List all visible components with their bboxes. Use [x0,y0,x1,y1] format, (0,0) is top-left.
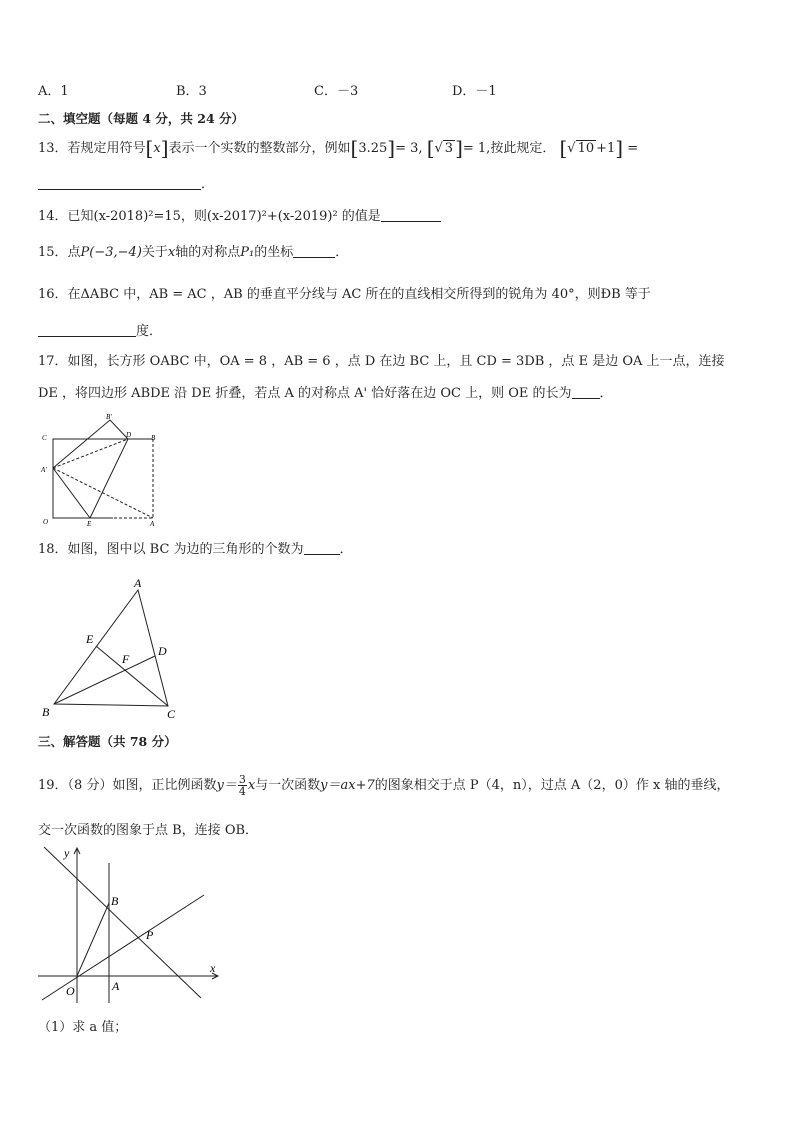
q15-answer-blank[interactable] [293,244,335,258]
choice-b: B．3 [176,84,207,99]
q19-subquestion-1: （1）求 a 值； [38,1020,128,1035]
q13-end: ． [201,177,215,192]
question-16: 16．在ΔABC 中，AB = AC ，AB 的垂直平分线与 AC 所在的直线相交所得到的锐角为 40°，则ÐB 等于 [38,287,651,302]
choice-c: C．－3 [314,84,359,99]
q17-end: ． [599,386,613,401]
label-p: P [146,928,154,942]
label-b: B [42,705,50,719]
q17-line2-text: DE ，将四边形 ABDE 沿 DE 折叠，若点 A 的对称点 A' 恰好落在边 OC 上，则 OE 的长为 [38,386,572,401]
question-17: 17．如图，长方形 OABC 中，OA = 8 ，AB = 6 ，点 D 在边 BC 上，且 CD = 3DB ，点 E 是边 OA 上一点，连接 [38,354,725,369]
q16-answer-line [38,323,162,341]
section-fill-in-heading: 二、填空题（每题 4 分，共 24 分） [38,111,245,126]
label-e: E [86,632,94,646]
bracket-left: [ [426,136,435,160]
label-x-axis: x [210,961,216,975]
label-b-prime: B' [106,413,112,421]
q18-text: 18．如图，图中以 BC 为边的三角形的个数为 [38,542,304,557]
choice-d: D．－1 [452,84,497,99]
choice-a: A．1 [38,84,69,99]
question-19-line-2: 交一次函数的图象于点 B，连接 OB． [38,823,259,838]
label-o: O [66,984,75,998]
q19-prefix: 19．（8 分）如图，正比例函数 [38,778,217,793]
q16-answer-blank[interactable] [38,323,136,337]
q19-post: 的图象相交于点 P（4，n），过点 A（2，0）作 x 轴的垂线， [374,778,730,793]
q13-equals-1: = 3, [395,141,423,156]
q15-post: 的坐标 [254,245,294,260]
section-answer-heading: 三、解答题（共 78 分） [38,734,177,749]
label-c: C [167,707,176,721]
q13-answer-line [38,176,214,194]
label-b: B [111,894,119,908]
q17-rectangle-figure [38,410,168,530]
question-14 [38,208,441,226]
label-b: B [151,434,156,442]
sqrt-sign: √ [434,141,443,156]
q13-plus-one: +1 [596,141,616,156]
q13-middle: 表示一个实数的整数部分，例如 [168,141,351,156]
q13-symbol: x [153,141,161,156]
q13-equals-2: = 1,按此规定． [462,141,556,156]
q19-graph-figure [36,843,226,1008]
label-y-axis: y [64,846,70,860]
q16-end: 度． [136,324,163,339]
bracket-left: [ [145,136,154,160]
sqrt-sign: √ [567,141,576,156]
bracket-right: ] [615,136,624,160]
q14-answer-blank[interactable] [381,208,441,222]
q17-answer-blank[interactable] [572,385,600,399]
label-e: E [87,520,92,528]
question-18 [38,541,353,559]
q13-prefix: 13．若规定用符号 [38,141,146,156]
q18-answer-blank[interactable] [304,541,340,555]
q13-example-1: 3.25 [358,141,388,156]
label-d: D [126,431,132,439]
fraction-three-quarters: $\frac{3}{4}$ [238,773,246,798]
bracket-left: [ [559,136,568,160]
bracket-right: ] [160,136,169,160]
q19-y: y＝ [216,778,237,793]
question-17-line-2 [38,385,613,403]
label-a-prime: A' [41,466,47,474]
q15-p1: P₁ [240,245,255,260]
q19-x: x [247,778,256,793]
label-a: A [112,979,120,993]
q13-example-3: 10 [577,141,595,156]
label-c: C [42,434,47,442]
bracket-right: ] [387,136,396,160]
question-19 [38,774,729,797]
q13-example-2: 3 [444,141,454,156]
q14-text: 14．已知(x-2018)²=15，则(x-2017)²+(x-2019)² 的值是 [38,209,381,224]
label-a: A [150,520,155,528]
q15-axis: x [167,245,176,260]
q15-middle: 关于 [141,245,168,260]
q18-triangle-figure [38,572,188,722]
q13-equals-3: = [627,141,639,156]
bracket-right: ] [455,136,463,160]
q19-middle: 与一次函数 [255,778,321,793]
q15-end: ． [335,245,349,260]
bracket-left: [ [350,136,359,160]
question-13 [38,136,639,160]
label-d: D [158,644,167,658]
q18-end: ． [339,542,353,557]
label-o: O [43,518,49,526]
label-f: F [122,652,130,666]
q15-point: P(−3,−4) [80,245,142,260]
question-15 [38,244,348,262]
label-a: A [134,576,142,590]
q13-answer-blank[interactable] [38,176,201,190]
q15-prefix: 15．点 [38,245,81,260]
q15-middle-2: 轴的对称点 [175,245,241,260]
q19-function: y＝ax+7 [320,778,375,793]
